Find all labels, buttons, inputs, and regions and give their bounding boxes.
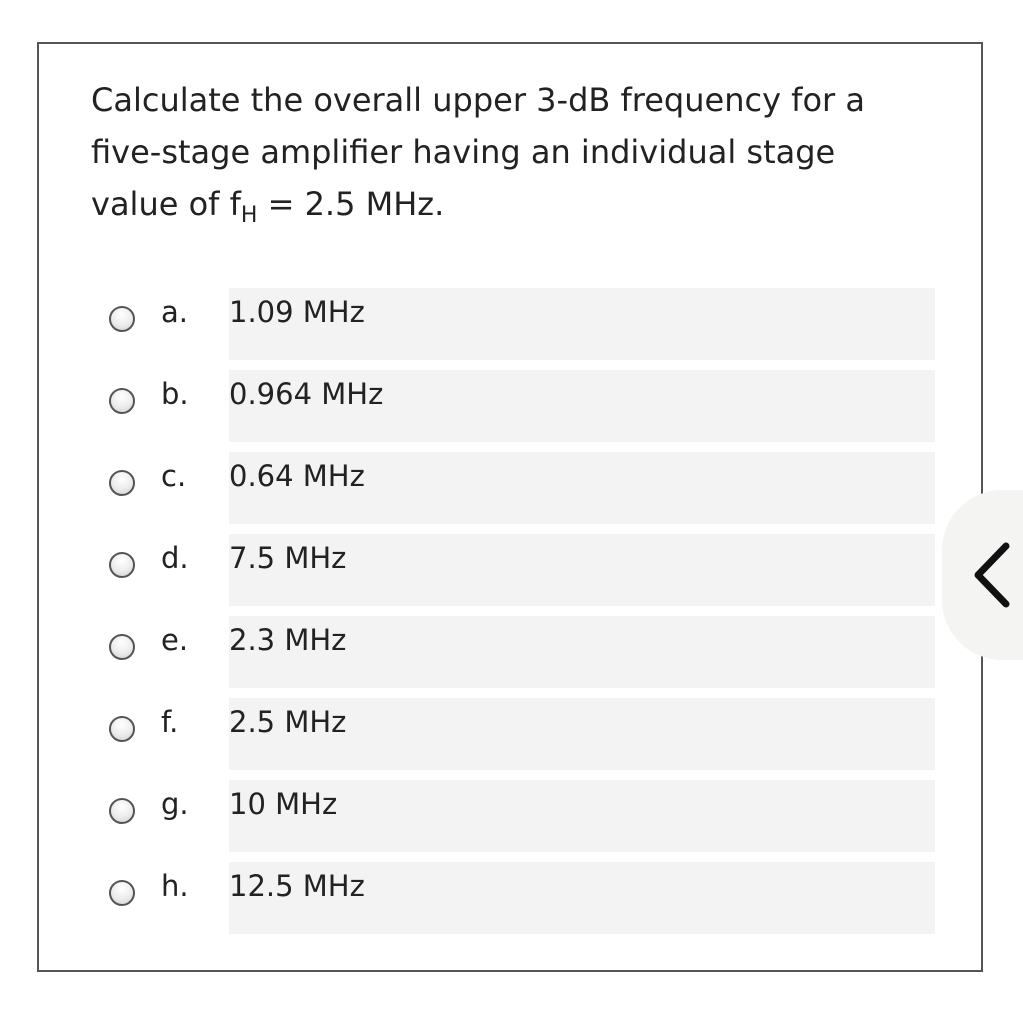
- answer-box[interactable]: [229, 288, 935, 360]
- option-letter: h.: [161, 869, 189, 903]
- radio-button[interactable]: [109, 388, 135, 414]
- option-letter: d.: [161, 541, 189, 575]
- side-tab-button[interactable]: [942, 490, 1023, 660]
- answer-text: 1.09 MHz: [229, 295, 365, 329]
- answer-box[interactable]: [229, 780, 935, 852]
- answer-text: 0.64 MHz: [229, 459, 365, 493]
- radio-button[interactable]: [109, 880, 135, 906]
- option-c[interactable]: [39, 452, 981, 524]
- radio-button[interactable]: [109, 470, 135, 496]
- answer-text: 0.964 MHz: [229, 377, 384, 411]
- question-text-end: = 2.5 MHz.: [257, 185, 445, 223]
- option-g[interactable]: [39, 780, 981, 852]
- option-f[interactable]: [39, 698, 981, 770]
- answer-text: 10 MHz: [229, 787, 338, 821]
- option-e[interactable]: [39, 616, 981, 688]
- answer-box[interactable]: [229, 534, 935, 606]
- question-subscript: H: [240, 203, 258, 228]
- answer-box[interactable]: [229, 698, 935, 770]
- answer-box[interactable]: [229, 370, 935, 442]
- option-letter: f.: [161, 705, 179, 739]
- radio-button[interactable]: [109, 798, 135, 824]
- option-letter: g.: [161, 787, 189, 821]
- option-letter: b.: [161, 377, 189, 411]
- answer-text: 7.5 MHz: [229, 541, 347, 575]
- radio-button[interactable]: [109, 552, 135, 578]
- option-letter: a.: [161, 295, 188, 329]
- chevron-left-icon: [968, 540, 1018, 610]
- option-letter: e.: [161, 623, 189, 657]
- option-a[interactable]: [39, 288, 981, 360]
- answer-box[interactable]: [229, 616, 935, 688]
- answer-text: 12.5 MHz: [229, 869, 365, 903]
- question-text: [91, 74, 921, 230]
- answer-text: 2.5 MHz: [229, 705, 347, 739]
- answer-box[interactable]: [229, 862, 935, 934]
- option-b[interactable]: [39, 370, 981, 442]
- option-h[interactable]: [39, 862, 981, 934]
- answer-box[interactable]: [229, 452, 935, 524]
- question-text-main: Calculate the overall upper 3-dB frequency for a five-stage amplifier having an individual stage value of f: [91, 81, 865, 223]
- question-card: [37, 42, 983, 972]
- radio-button[interactable]: [109, 634, 135, 660]
- radio-button[interactable]: [109, 716, 135, 742]
- option-letter: c.: [161, 459, 187, 493]
- answer-text: 2.3 MHz: [229, 623, 347, 657]
- radio-button[interactable]: [109, 306, 135, 332]
- option-d[interactable]: [39, 534, 981, 606]
